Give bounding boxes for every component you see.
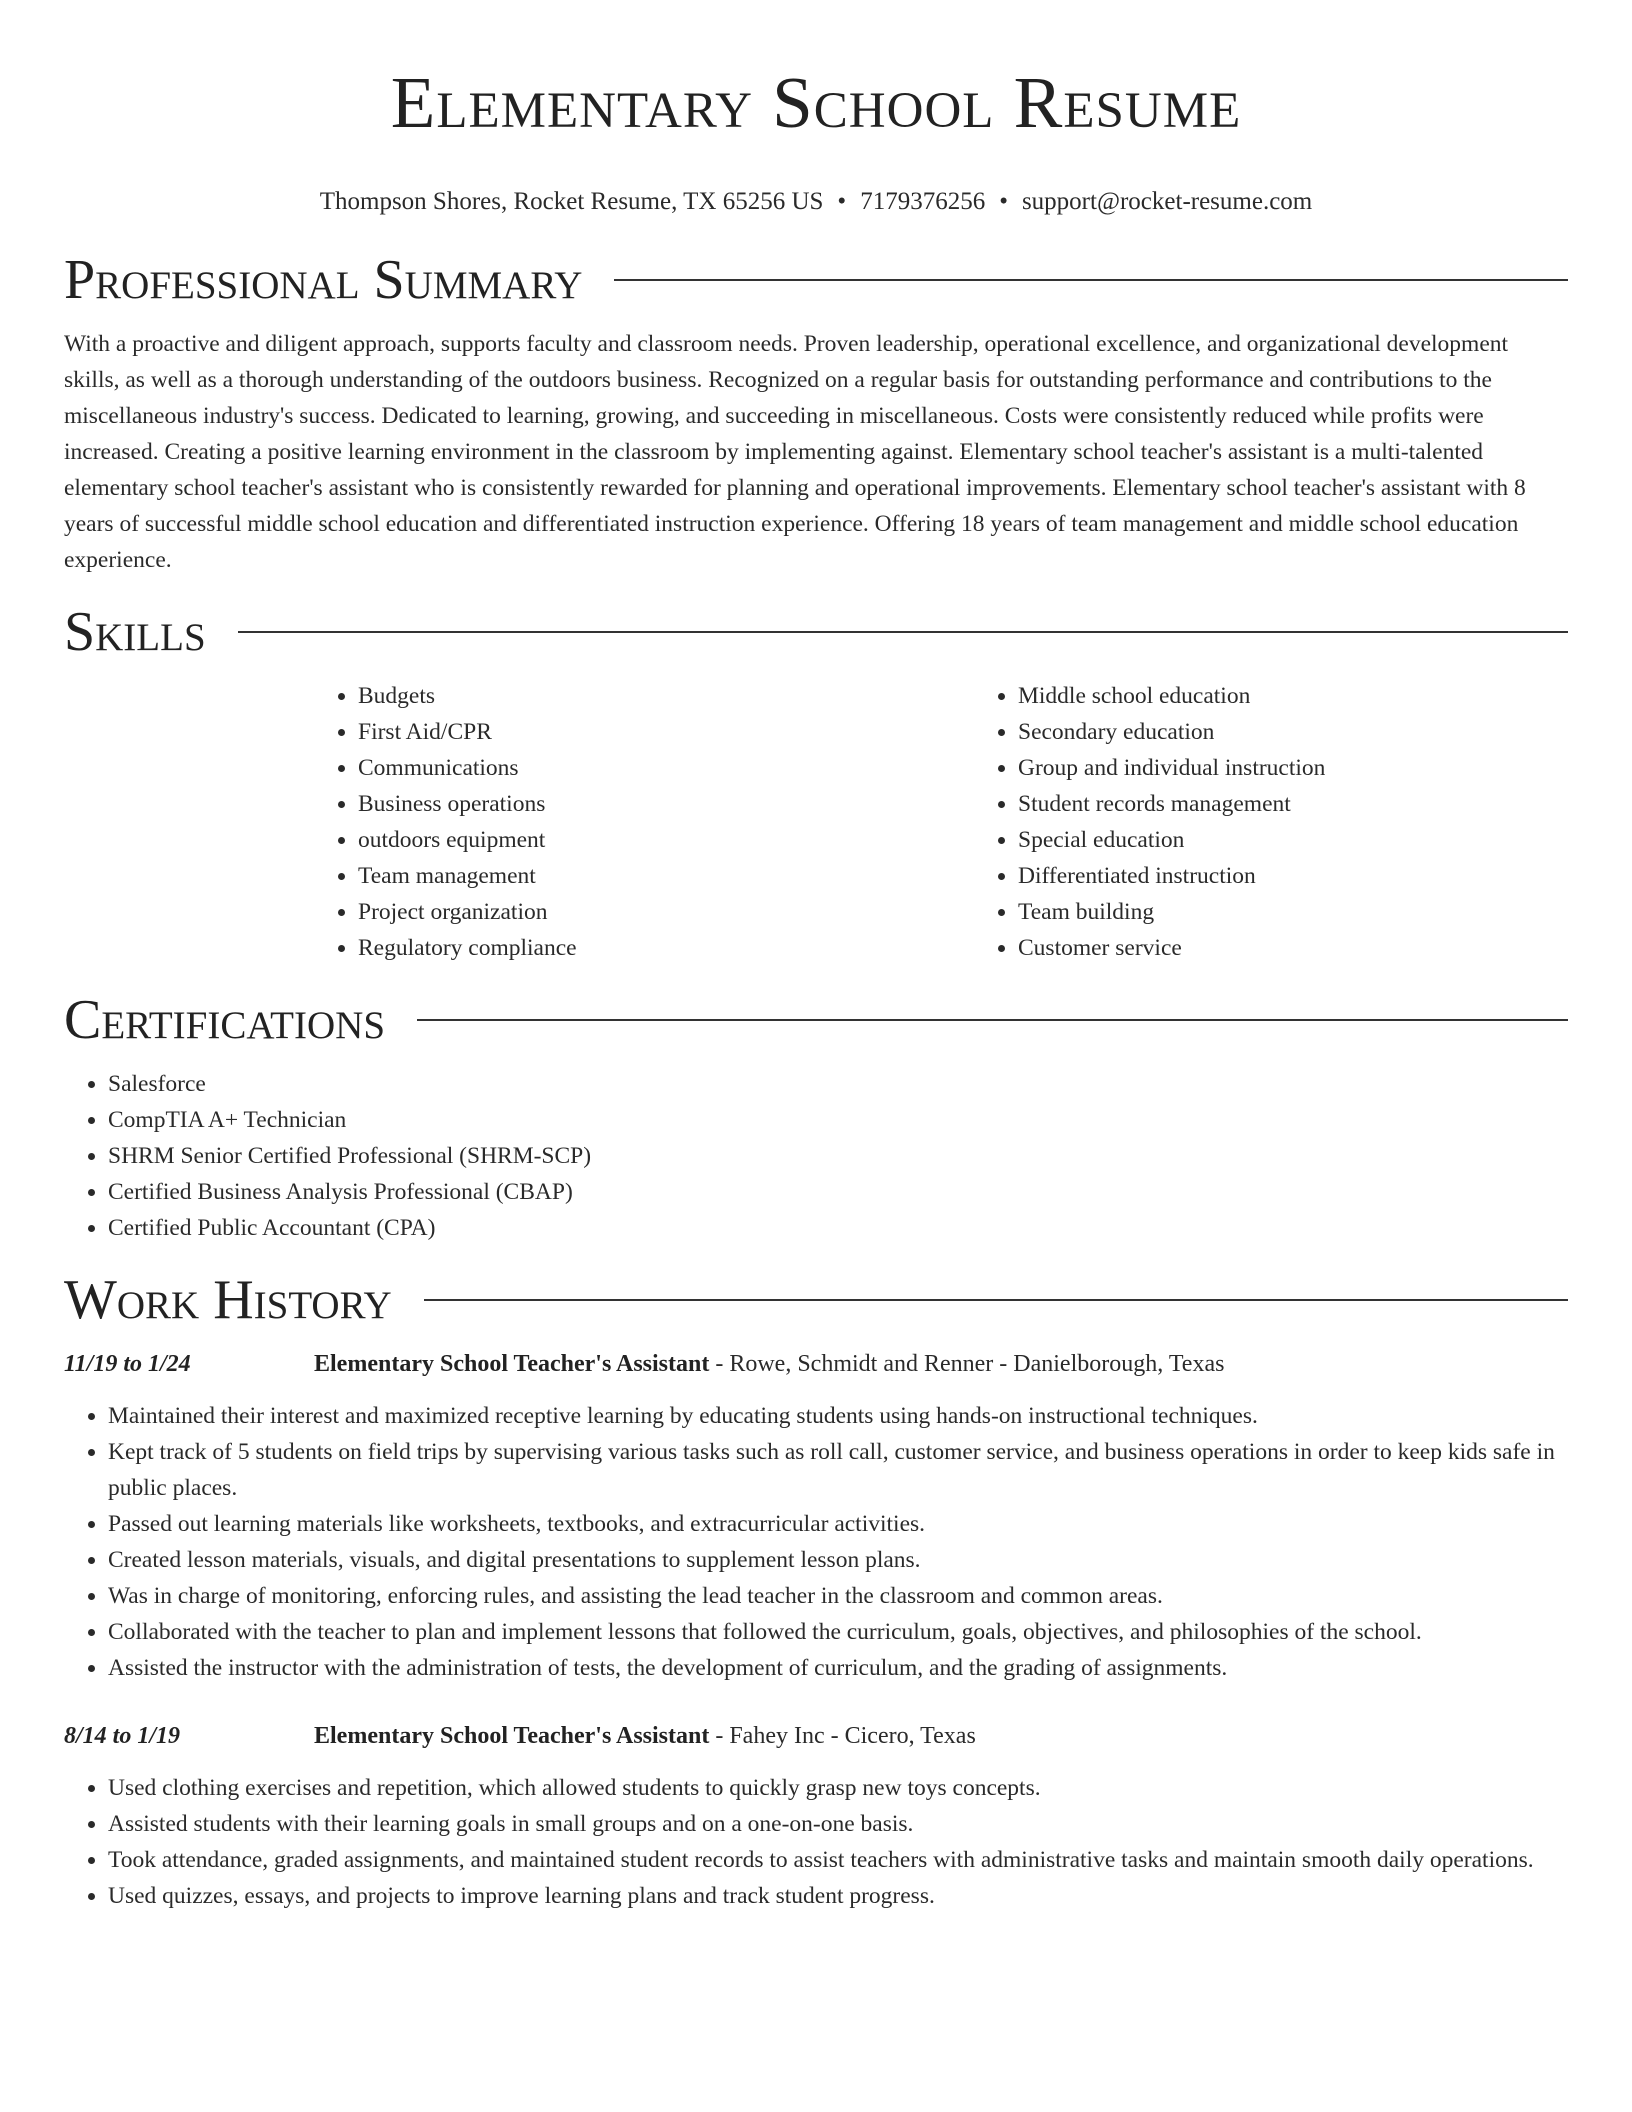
job-bullet: • Collaborated with the teacher to plan and implement lessons that followed the curriculum, goals, objectives, and philosophies of the school. — [108, 1614, 1568, 1650]
skill-item: • Regulatory compliance — [358, 930, 974, 966]
job-bullet: • Kept track of 5 students on field trips by supervising various tasks such as roll call, customer service, and business operations in order to keep kids safe in public places. — [108, 1434, 1568, 1506]
job-entry — [64, 1346, 1568, 1686]
job-dates: 8/14 to 1/19 — [64, 1723, 181, 1749]
contact-address: Thompson Shores, Rocket Resume, TX 65256 US — [319, 188, 824, 215]
certification-item: • Certified Business Analysis Professional (CBAP) — [108, 1174, 1568, 1210]
skills-heading: Skills — [64, 601, 206, 663]
job-bullet: • Assisted students with their learning goals in small groups and on a one-on-one basis. — [108, 1806, 1568, 1842]
work-heading: Work History — [64, 1269, 392, 1331]
contact-separator: • — [837, 188, 847, 215]
skill-item: • Business operations — [358, 786, 974, 822]
skill-item: • Customer service — [1018, 930, 1632, 966]
job-bullet: • Took attendance, graded assignments, and maintained student records to assist teachers with administrative tasks and maintain smooth daily operations. — [108, 1842, 1568, 1878]
skill-item: • Secondary education — [1018, 714, 1632, 750]
skill-item: • Team building — [1018, 894, 1632, 930]
summary-heading: Professional Summary — [64, 249, 583, 311]
contact-email: support@rocket-resume.com — [1021, 188, 1313, 215]
section-divider — [238, 631, 1568, 633]
summary-section-header — [64, 248, 1568, 312]
contact-separator: • — [999, 188, 1008, 215]
job-bullets — [64, 1770, 1568, 1914]
skill-item: • Student records management — [1018, 786, 1632, 822]
job-bullet: • Was in charge of monitoring, enforcing rules, and assisting the lead teacher in the classroom and common areas. — [108, 1578, 1568, 1614]
job-entry — [64, 1718, 1568, 1914]
section-divider — [424, 1299, 1568, 1301]
job-employer-location: - Rowe, Schmidt and Renner - Danielborough, Texas — [709, 1351, 1225, 1377]
certification-item: • CompTIA A+ Technician — [108, 1102, 1568, 1138]
resume-title: Elementary School Resume — [390, 62, 1242, 143]
certification-item: • Certified Public Accountant (CPA) — [108, 1210, 1568, 1246]
job-dates: 11/19 to 1/24 — [64, 1351, 191, 1377]
job-bullet: • Used clothing exercises and repetition, which allowed students to quickly grasp new toys concepts. — [108, 1770, 1568, 1806]
skills-section-header — [64, 600, 1568, 664]
work-section-header — [64, 1268, 1568, 1332]
section-divider — [417, 1019, 1568, 1021]
certification-item: • SHRM Senior Certified Professional (SHRM-SCP) — [108, 1138, 1568, 1174]
skill-item: • Middle school education — [1018, 678, 1632, 714]
section-divider — [614, 279, 1568, 281]
job-header — [64, 1718, 1568, 1754]
skill-item: • First Aid/CPR — [358, 714, 974, 750]
skill-item: • Budgets — [358, 678, 974, 714]
certifications-section-header — [64, 988, 1568, 1052]
summary-text: With a proactive and diligent approach, supports faculty and classroom needs. Proven leadership, operational excellence, and organizational development skills, as well as a thorough understanding of the outdoors business. Recognized on a regular basis for outstanding performance and contributions to the miscellaneous industry's success. Dedicated to learning, growing, and succeeding in miscellaneous. Costs were consistently reduced while profits were increased. Creating a positive learning environment in the classroom by implementing against. Elementary school teacher's assistant is a multi-talented elementary school teacher's assistant who is consistently rewarded for planning and operational improvements. Elementary school teacher's assistant with 8 years of successful middle school education and differentiated instruction experience. Offering 18 years of team management and middle school education experience. — [64, 331, 1526, 573]
job-bullet: • Maintained their interest and maximized receptive learning by educating students using hands-on instructional techniques. — [108, 1398, 1568, 1434]
contact-phone: 7179376256 — [860, 188, 986, 215]
certifications-heading: Certifications — [64, 989, 386, 1051]
job-header — [64, 1346, 1568, 1382]
job-bullet: • Created lesson materials, visuals, and digital presentations to supplement lesson plans. — [108, 1542, 1568, 1578]
skill-item: • Project organization — [358, 894, 974, 930]
skill-item: • Team management — [358, 858, 974, 894]
certification-item: • Salesforce — [108, 1066, 1568, 1102]
job-bullet: • Passed out learning materials like worksheets, textbooks, and extracurricular activities. — [108, 1506, 1568, 1542]
job-title: Elementary School Teacher's Assistant — [314, 1351, 710, 1377]
skill-item: • Communications — [358, 750, 974, 786]
skill-item: • outdoors equipment — [358, 822, 974, 858]
job-bullet: • Assisted the instructor with the administration of tests, the development of curriculum, and the grading of assignments. — [108, 1650, 1568, 1686]
job-bullets — [64, 1398, 1568, 1686]
skills-list — [314, 678, 1568, 966]
job-bullet: • Used quizzes, essays, and projects to improve learning plans and track student progress. — [108, 1878, 1568, 1914]
skills-column-right — [974, 678, 1632, 966]
job-title: Elementary School Teacher's Assistant — [314, 1723, 710, 1749]
certifications-list — [64, 1066, 1568, 1246]
job-employer-location: - Fahey Inc - Cicero, Texas — [709, 1723, 976, 1749]
contact-line — [64, 186, 1568, 218]
skill-item: • Group and individual instruction — [1018, 750, 1632, 786]
skill-item: • Differentiated instruction — [1018, 858, 1632, 894]
skill-item: • Special education — [1018, 822, 1632, 858]
skills-column-left — [314, 678, 974, 966]
